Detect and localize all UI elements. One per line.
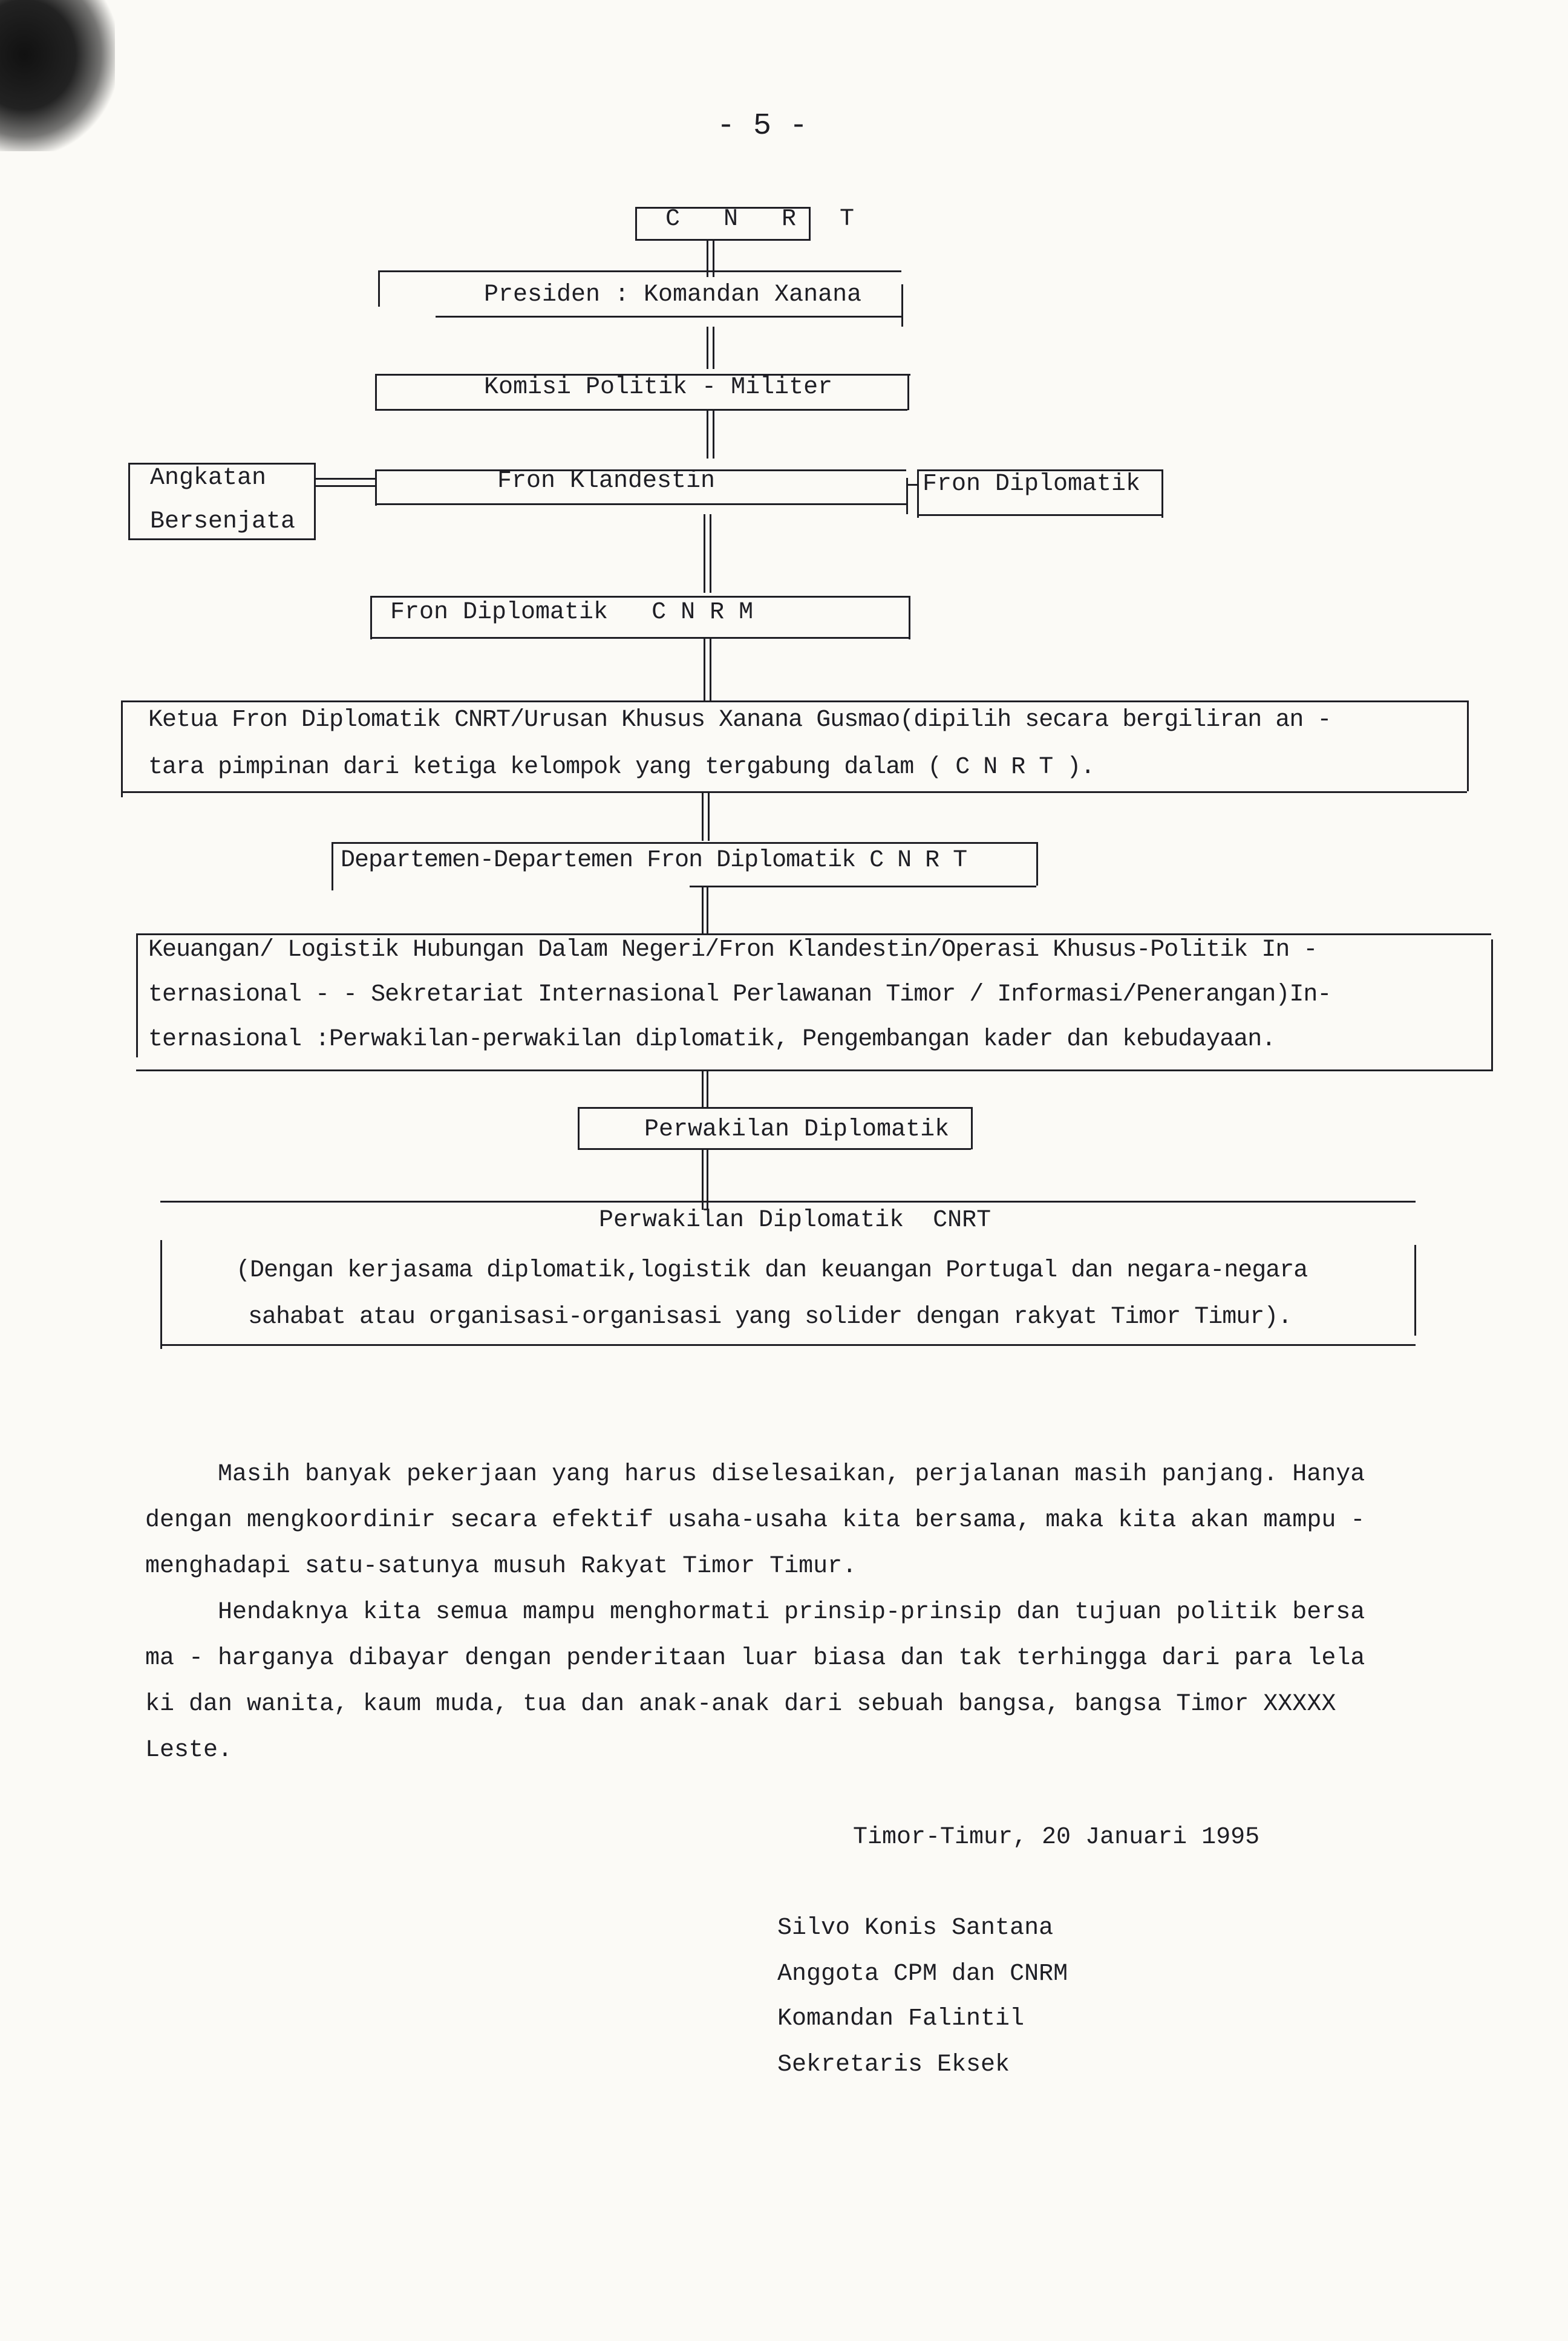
angkatan-label-line1: Angkatan	[150, 465, 267, 492]
connector-line	[707, 410, 708, 459]
perwakilan-cnrt-bottom-border	[160, 1344, 1416, 1346]
fron-klandestin-left-border	[375, 469, 377, 506]
perwakilan-cnrt-line1: Perwakilan Diplomatik CNRT	[599, 1207, 991, 1234]
perwakilan-right-border	[971, 1107, 973, 1149]
presiden-left-border	[378, 270, 380, 307]
connector-line	[707, 327, 708, 369]
perwakilan-cnrt-top-border	[160, 1201, 1416, 1203]
perwakilan-cnrt-right-border	[1414, 1245, 1416, 1336]
cnrm-bottom-border	[370, 637, 909, 639]
fron-diplomatik-left-border	[917, 469, 919, 518]
connector-line	[702, 1069, 704, 1107]
connector-line	[707, 1069, 708, 1107]
perwakilan-bottom-border	[578, 1148, 971, 1150]
perwakilan-cnrt-left-border	[160, 1240, 162, 1349]
komisi-right-border	[907, 374, 909, 410]
perwakilan-label: Perwakilan Diplomatik	[644, 1116, 950, 1143]
connector-line	[704, 514, 705, 593]
presiden-top-border	[378, 270, 901, 272]
komisi-label: Komisi Politik - Militer	[484, 374, 833, 401]
keuangan-left-border	[136, 933, 138, 1057]
connector-line	[316, 485, 375, 487]
page-number: - 5 -	[717, 109, 808, 143]
connector-line	[707, 886, 708, 934]
fron-klandestin-label: Fron Klandestin	[497, 468, 716, 495]
perwakilan-left-border	[578, 1107, 580, 1149]
keuangan-line3: ternasional :Perwakilan-perwakilan diplomatik, Pengembangan kader dan kebudayaan.	[148, 1026, 1276, 1053]
departemen-top-border	[332, 842, 1036, 844]
paragraph-2-line3: ki dan wanita, kaum muda, tua dan anak-anak dari sebuah bangsa, bangsa Timor XXXXX	[145, 1691, 1336, 1718]
departemen-left-border	[332, 842, 333, 890]
keuangan-right-border	[1491, 939, 1493, 1071]
connector-line	[710, 514, 711, 593]
perwakilan-cnrt-line2: (Dengan kerjasama diplomatik,logistik dan keuangan Portugal dan negara-negara	[236, 1257, 1308, 1284]
paragraph-1-line2: dengan mengkoordinir secara efektif usaha-usaha kita bersama, maka kita akan mampu -	[145, 1507, 1365, 1534]
paragraph-2-line4: Leste.	[145, 1737, 233, 1764]
perwakilan-cnrt-line3: sahabat atau organisasi-organisasi yang solider dengan rakyat Timor Timur).	[248, 1304, 1292, 1331]
connector-line	[708, 792, 710, 841]
cnrm-label: Fron Diplomatik C N R M	[390, 599, 754, 626]
connector-line	[704, 638, 705, 702]
cnrm-left-border	[370, 596, 372, 639]
fron-klandestin-bottom-border	[375, 503, 906, 505]
presiden-bottom-border	[436, 316, 901, 318]
signer-role3: Sekretaris Eksek	[777, 2051, 1010, 2078]
paragraph-1-line1: Masih banyak pekerjaan yang harus diselesaikan, perjalanan masih panjang. Hanya	[218, 1461, 1365, 1488]
ink-blot	[0, 0, 115, 151]
keuangan-bottom-border	[136, 1069, 1491, 1071]
keuangan-line1: Keuangan/ Logistik Hubungan Dalam Negeri/Fron Klandestin/Operasi Khusus-Politik In -	[148, 936, 1318, 964]
paragraph-2-line1: Hendaknya kita semua mampu menghormati prinsip-prinsip dan tujuan politik bersa	[218, 1599, 1365, 1626]
cnrm-top-border	[370, 596, 909, 598]
fron-klandestin-right-border	[906, 478, 908, 514]
departemen-label: Departemen-Departemen Fron Diplomatik C N R T	[341, 847, 967, 874]
fron-diplomatik-bottom-border	[917, 514, 1161, 516]
connector-line	[906, 484, 917, 486]
paragraph-2-line2: ma - harganya dibayar dengan penderitaan luar biasa dan tak terhingga dari para lela	[145, 1645, 1365, 1672]
fron-diplomatik-label: Fron Diplomatik	[923, 471, 1141, 498]
signer-name: Silvo Konis Santana	[777, 1915, 1054, 1942]
komisi-bottom-border	[375, 409, 907, 411]
date-line: Timor-Timur, 20 Januari 1995	[853, 1824, 1260, 1851]
ketua-line1: Ketua Fron Diplomatik CNRT/Urusan Khusus Xanana Gusmao(dipilih secara bergiliran an -	[148, 707, 1331, 734]
connector-line	[713, 410, 714, 459]
ketua-top-border	[121, 700, 1467, 702]
fron-diplomatik-right-border	[1161, 469, 1163, 518]
ketua-bottom-border	[121, 791, 1467, 793]
departemen-right-border	[1036, 842, 1038, 886]
departemen-bottom-border	[690, 886, 1036, 887]
komisi-left-border	[375, 374, 377, 410]
connector-line	[702, 886, 704, 934]
cnrm-right-border	[909, 596, 910, 639]
perwakilan-top-border	[578, 1107, 971, 1109]
ketua-right-border	[1467, 700, 1469, 791]
presiden-label: Presiden : Komandan Xanana	[484, 281, 862, 309]
cnrt-label: C N R T	[665, 206, 869, 233]
signer-role2: Komandan Falintil	[777, 2005, 1025, 2032]
ketua-left-border	[121, 700, 123, 797]
connector-line	[702, 792, 704, 841]
keuangan-line2: ternasional - - Sekretariat Internasional Perlawanan Timor / Informasi/Penerangan)In-	[148, 981, 1331, 1008]
signer-role1: Anggota CPM dan CNRM	[777, 1961, 1068, 1988]
keuangan-top-border	[136, 933, 1491, 935]
paragraph-1-line3: menghadapi satu-satunya musuh Rakyat Timor Timur.	[145, 1553, 857, 1580]
connector-line	[713, 327, 714, 369]
connector-line	[316, 478, 375, 480]
ketua-line2: tara pimpinan dari ketiga kelompok yang tergabung dalam ( C N R T ).	[148, 754, 1095, 781]
connector-line	[710, 638, 711, 702]
angkatan-label-line2: Bersenjata	[150, 508, 296, 535]
presiden-right-border	[901, 284, 903, 327]
